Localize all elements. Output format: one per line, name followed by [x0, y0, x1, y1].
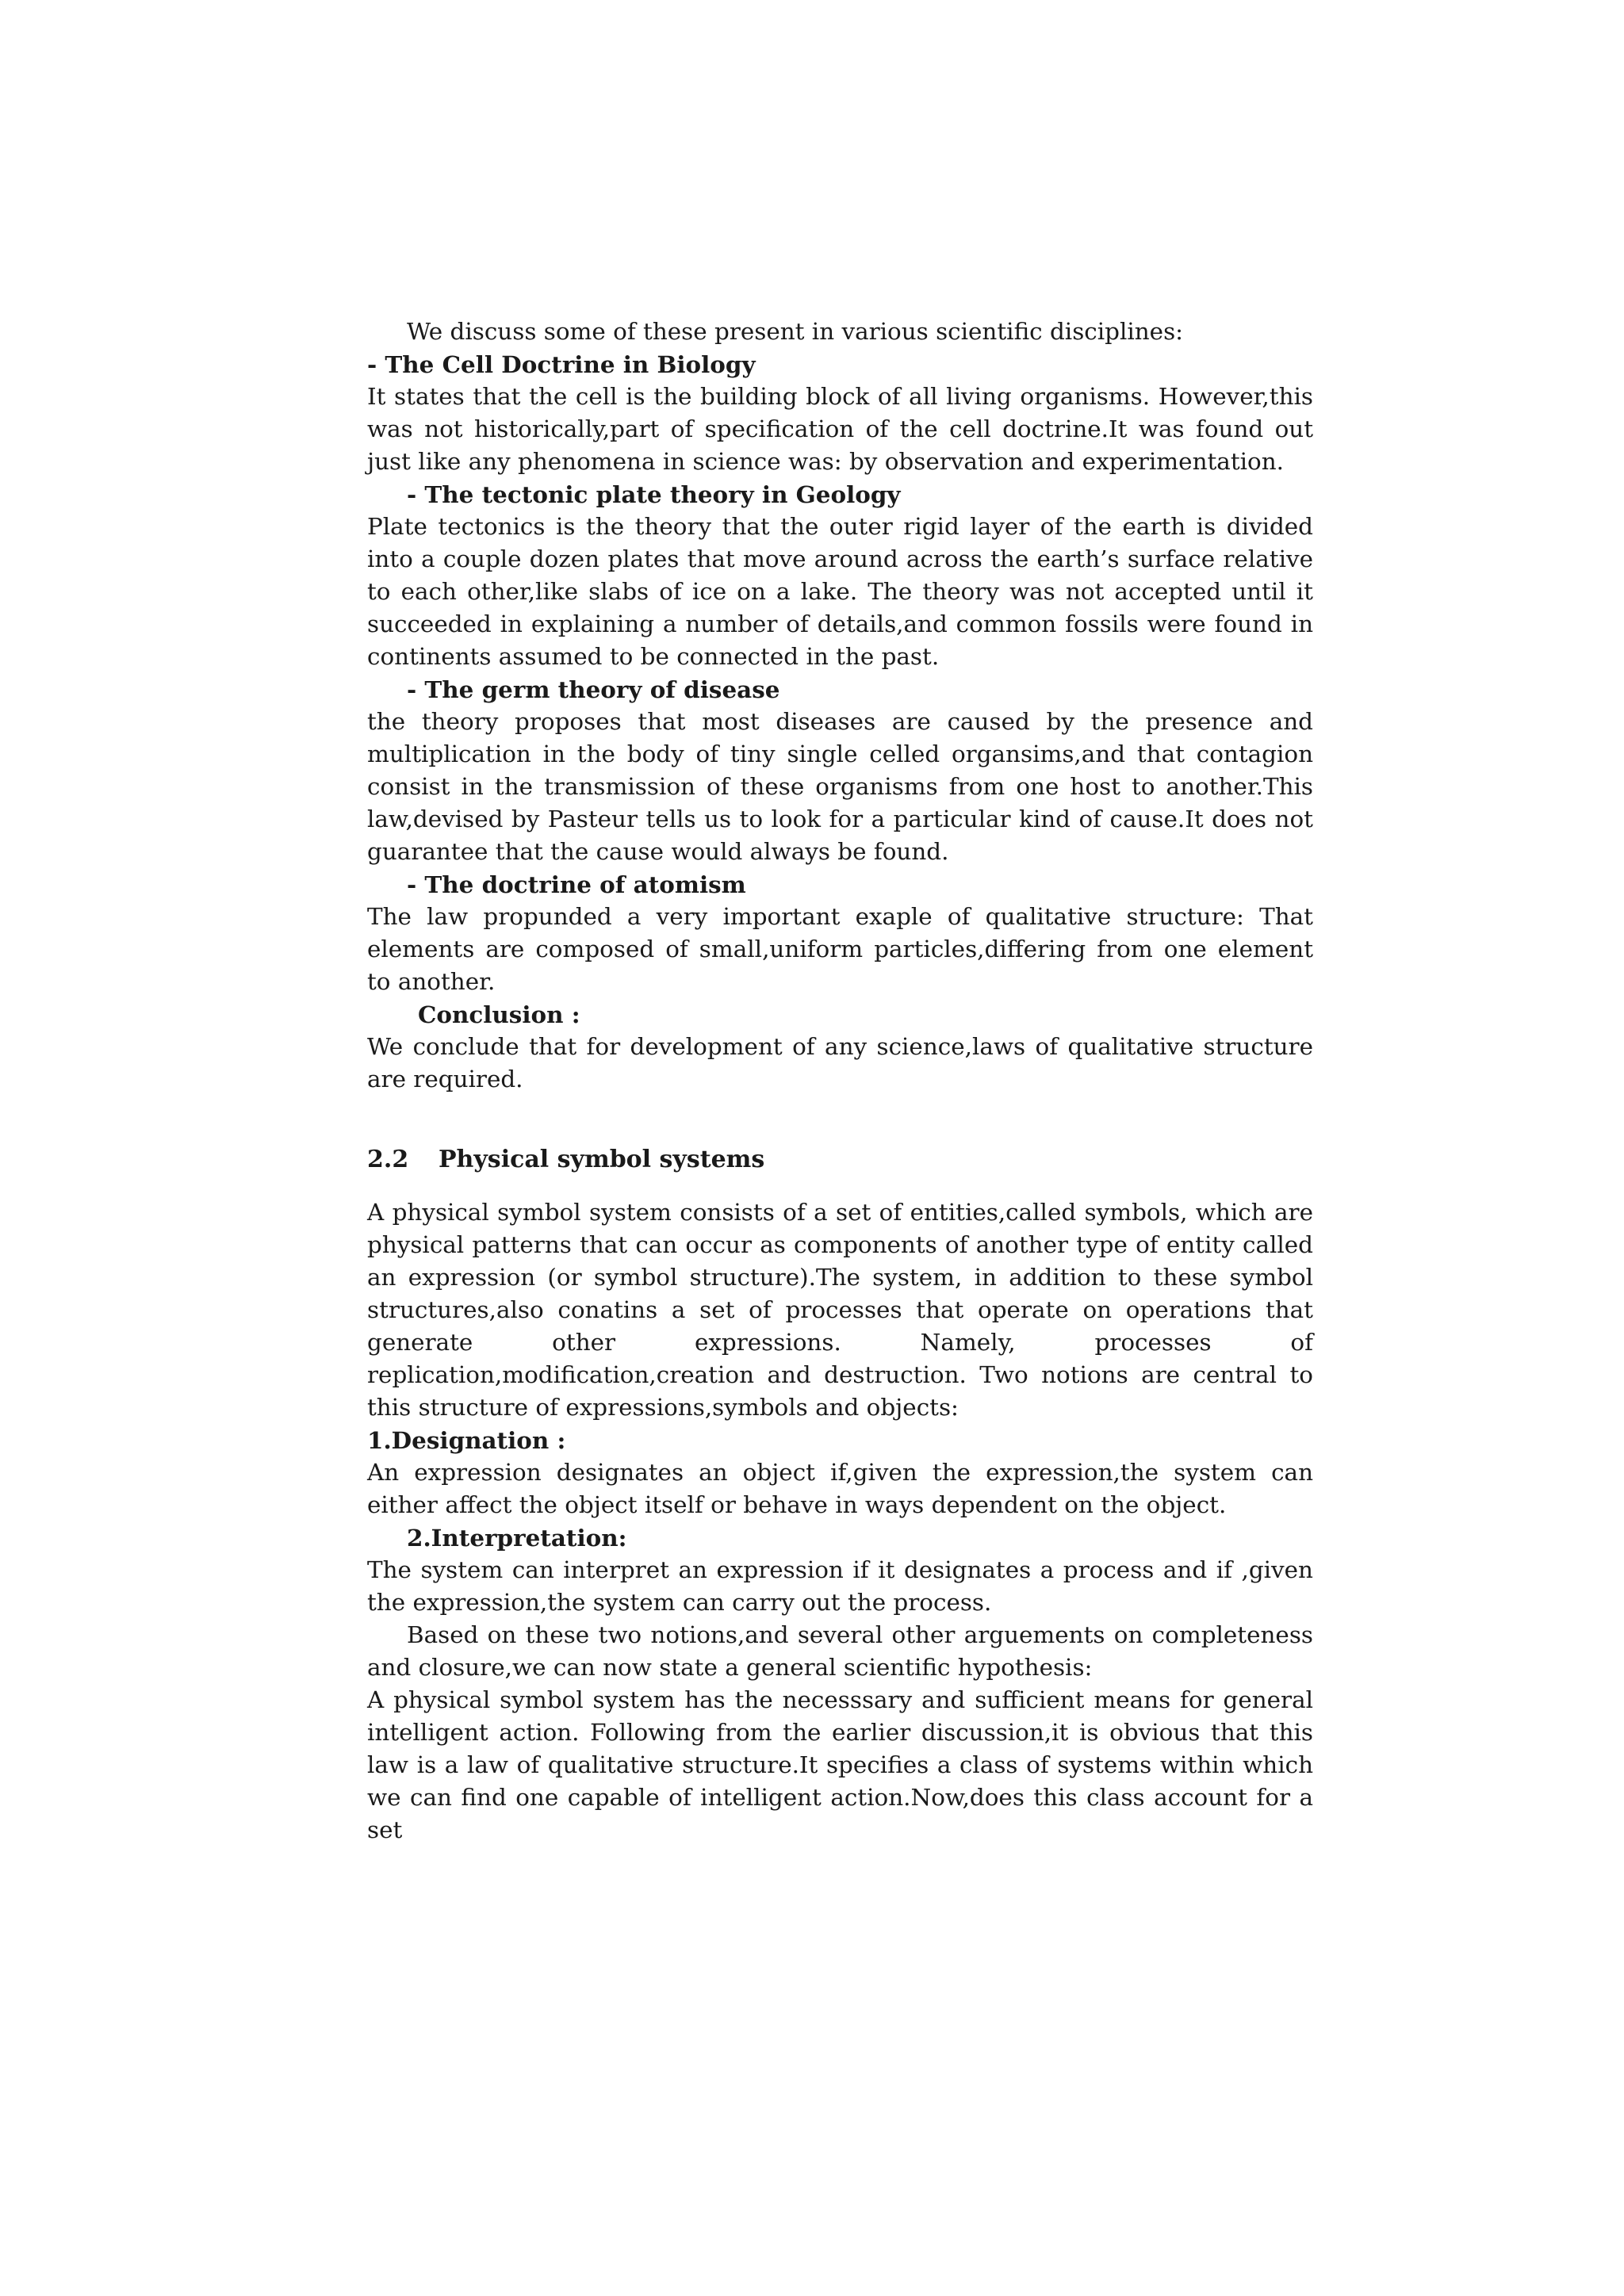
atomism-text: The law propunded a very important exaple of qualitative structure: That elements are composed of small,uniform particles,differing from one element to another. — [367, 903, 1313, 995]
section-number: 2.2 — [367, 1146, 409, 1173]
tectonic-text: Plate tectonics is the theory that the outer rigid layer of the earth is divided into a couple dozen plates that move around across the earth’s surface relative to each other,like slabs of ice on a lake. The theory was not accepted until it succeeded in explaining a number of details,and common fossils were found in continents assumed to be connected in the past. — [367, 513, 1313, 670]
germ-theory-text: the theory proposes that most diseases are caused by the presence and multiplication in the body of tiny single celled organsims,and that contagion consist in the transmission of these organisms from one host to another.This law,devised by Pasteur tells us to look for a particular kind of cause.It does not guarantee that the cause would always be found. — [367, 708, 1313, 865]
intro-paragraph: We discuss some of these present in various scientific disciplines: — [407, 318, 1184, 345]
cell-doctrine-heading: - The Cell Doctrine in Biology — [367, 350, 756, 378]
tectonic-heading: - The tectonic plate theory in Geology — [407, 480, 901, 508]
atomism-heading: - The doctrine of atomism — [407, 871, 746, 898]
section-paragraph: A physical symbol system consists of a set of entities,called symbols, which are physical patterns that can occur as components of another type of entity called an expression (or symbol structure).The system, in addition to these symbol structures,also conatins a set of processes that operate on operations that generate other expressions. Namely, processes of replication,modification,creation and destruction. Two notions are central to this structure of expressions,symbols and objects: — [367, 1199, 1313, 1421]
section-title: Physical symbol systems — [439, 1146, 765, 1173]
germ-theory-heading: - The germ theory of disease — [407, 675, 780, 703]
page-content — [367, 316, 1313, 1846]
designation-heading: 1.Designation : — [367, 1426, 566, 1454]
conclusion-text: We conclude that for development of any science,laws of qualitative structure are required. — [367, 1033, 1313, 1093]
cell-doctrine-text: It states that the cell is the building block of all living organisms. However,this was not historically,part of specification of the cell doctrine.It was found out just like any phenomena in science was: by observation and experimentation. — [367, 383, 1313, 475]
interpretation-text: The system can interpret an expression if it designates a process and if ,given the expression,the system can carry out the process. — [367, 1556, 1313, 1616]
based-paragraph: Based on these two notions,and several other arguements on completeness and closure,we can now state a general scientific hypothesis: — [367, 1621, 1313, 1681]
section-heading — [367, 1143, 1313, 1176]
conclusion-heading: Conclusion : — [418, 1001, 580, 1028]
interpretation-heading: 2.Interpretation: — [407, 1524, 627, 1552]
hypothesis-paragraph: A physical symbol system has the necesssary and sufficient means for general intelligent action. Following from the earlier discussion,it is obvious that this law is a law of qualitative structure.It specifies a class of systems within which we can find one capable of intelligent action.Now,does this class account for a set — [367, 1686, 1313, 1843]
designation-text: An expression designates an object if,given the expression,the system can either affect the object itself or behave in ways dependent on the object. — [367, 1459, 1313, 1518]
